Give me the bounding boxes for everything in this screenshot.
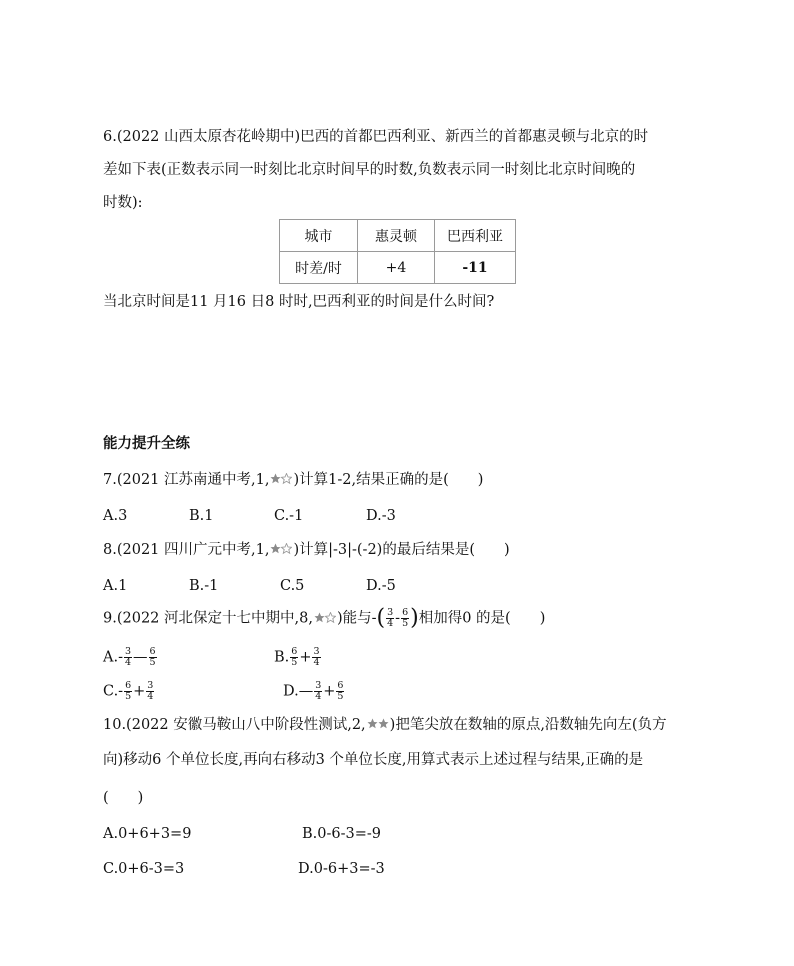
denominator: 4 xyxy=(387,618,394,629)
q6-question: 当北京时间是11 月16 日8 时时,巴西利亚的时间是什么时间? xyxy=(103,294,495,310)
fraction xyxy=(401,608,409,629)
difficulty-stars-icon xyxy=(270,471,292,491)
option-label: B. xyxy=(274,649,290,666)
table-cell: 巴西利亚 xyxy=(435,220,516,252)
q10-option-b: B.0-6-3=-9 xyxy=(302,826,382,842)
q7-suffix: )计算1-2,结果正确的是( ) xyxy=(293,472,484,488)
numerator: 3 xyxy=(147,680,154,691)
denominator: 5 xyxy=(337,691,344,702)
q9-stem xyxy=(103,605,546,631)
numerator: 6 xyxy=(402,607,409,618)
q8-option-b: B.-1 xyxy=(189,578,219,594)
denominator: 4 xyxy=(147,691,154,702)
numerator: 6 xyxy=(291,646,298,657)
difficulty-stars-icon xyxy=(314,610,336,630)
section-title: 能力提升全练 xyxy=(103,435,190,452)
q8-prefix: 8.(2021 四川广元中考,1, xyxy=(103,542,270,558)
table-cell: -11 xyxy=(435,252,516,284)
table-header-row xyxy=(280,220,516,252)
q10-line3: ( ) xyxy=(103,790,144,806)
q9-mid: )能与- xyxy=(336,610,377,627)
q10-option-a: A.0+6+3=9 xyxy=(103,826,192,842)
numerator: 3 xyxy=(313,646,320,657)
fraction xyxy=(314,681,322,702)
q9-option-b xyxy=(274,647,322,668)
q10-option-d: D.0-6+3=-3 xyxy=(298,861,385,877)
fraction xyxy=(149,647,157,668)
q10-prefix: 10.(2022 安徽马鞍山八中阶段性测试,2, xyxy=(103,717,366,733)
operator: + xyxy=(323,683,336,700)
right-paren: ) xyxy=(410,605,419,631)
q7-option-a: A.3 xyxy=(103,508,128,524)
q9-option-c xyxy=(103,681,155,702)
q8-option-d: D.-5 xyxy=(366,578,396,594)
option-label: C.- xyxy=(103,683,124,700)
numerator: 6 xyxy=(149,646,156,657)
q6-line3: 时数): xyxy=(103,195,143,211)
numerator: 6 xyxy=(337,680,344,691)
fraction xyxy=(124,647,132,668)
numerator: 6 xyxy=(125,680,132,691)
operator: - xyxy=(395,610,401,627)
q8-stem xyxy=(103,540,510,561)
q10-line2: 向)移动6 个单位长度,再向右移动3 个单位长度,用算式表示上述过程与结果,正确的是 xyxy=(103,752,644,768)
left-paren: ( xyxy=(376,605,386,631)
q7-prefix: 7.(2021 江苏南通中考,1, xyxy=(103,472,270,488)
numerator: 3 xyxy=(387,607,394,618)
table-cell: 时差/时 xyxy=(280,252,358,284)
fraction xyxy=(124,681,132,702)
table-cell: +4 xyxy=(358,252,435,284)
q9-prefix: 9.(2022 河北保定十七中期中,8, xyxy=(103,610,313,627)
q8-option-c: C.5 xyxy=(280,578,305,594)
operator: — xyxy=(133,649,148,666)
option-label: D.— xyxy=(283,683,314,700)
fraction xyxy=(386,608,394,629)
denominator: 5 xyxy=(291,657,298,668)
q9-option-a xyxy=(103,647,158,668)
numerator: 3 xyxy=(315,680,322,691)
fraction xyxy=(290,647,298,668)
q10-option-c: C.0+6-3=3 xyxy=(103,861,185,877)
numerator: 3 xyxy=(124,646,132,657)
denominator: 4 xyxy=(315,691,322,702)
fraction xyxy=(336,681,344,702)
q7-stem xyxy=(103,470,483,491)
q7-option-c: C.-1 xyxy=(274,508,304,524)
table-cell: 城市 xyxy=(280,220,358,252)
q8-option-a: A.1 xyxy=(103,578,128,594)
operator: + xyxy=(133,683,146,700)
q10-line1-suffix: )把笔尖放在数轴的原点,沿数轴先向左(负方 xyxy=(389,717,667,733)
denominator: 5 xyxy=(125,691,132,702)
table-cell: 惠灵顿 xyxy=(358,220,435,252)
time-difference-table xyxy=(279,219,516,284)
difficulty-stars-icon xyxy=(367,716,389,736)
denominator: 4 xyxy=(124,657,132,668)
fraction xyxy=(146,681,154,702)
q7-option-b: B.1 xyxy=(189,508,214,524)
table-row xyxy=(280,252,516,284)
fraction xyxy=(312,647,320,668)
option-label: A.- xyxy=(103,649,123,666)
q7-option-d: D.-3 xyxy=(366,508,396,524)
q8-suffix: )计算|-3|-(-2)的最后结果是( ) xyxy=(293,542,510,558)
q9-option-d xyxy=(283,681,345,702)
difficulty-stars-icon xyxy=(270,541,292,561)
q6-line1: 6.(2022 山西太原杏花岭期中)巴西的首都巴西利亚、新西兰的首都惠灵顿与北京的时 xyxy=(103,129,649,145)
operator: + xyxy=(299,649,312,666)
q9-suffix: 相加得0 的是( ) xyxy=(418,610,546,627)
q10-line1 xyxy=(103,715,667,736)
denominator: 4 xyxy=(313,657,320,668)
denominator: 5 xyxy=(149,657,156,668)
q6-line2: 差如下表(正数表示同一时刻比北京时间早的时数,负数表示同一时刻比北京时间晚的 xyxy=(103,162,636,178)
denominator: 5 xyxy=(402,618,409,629)
